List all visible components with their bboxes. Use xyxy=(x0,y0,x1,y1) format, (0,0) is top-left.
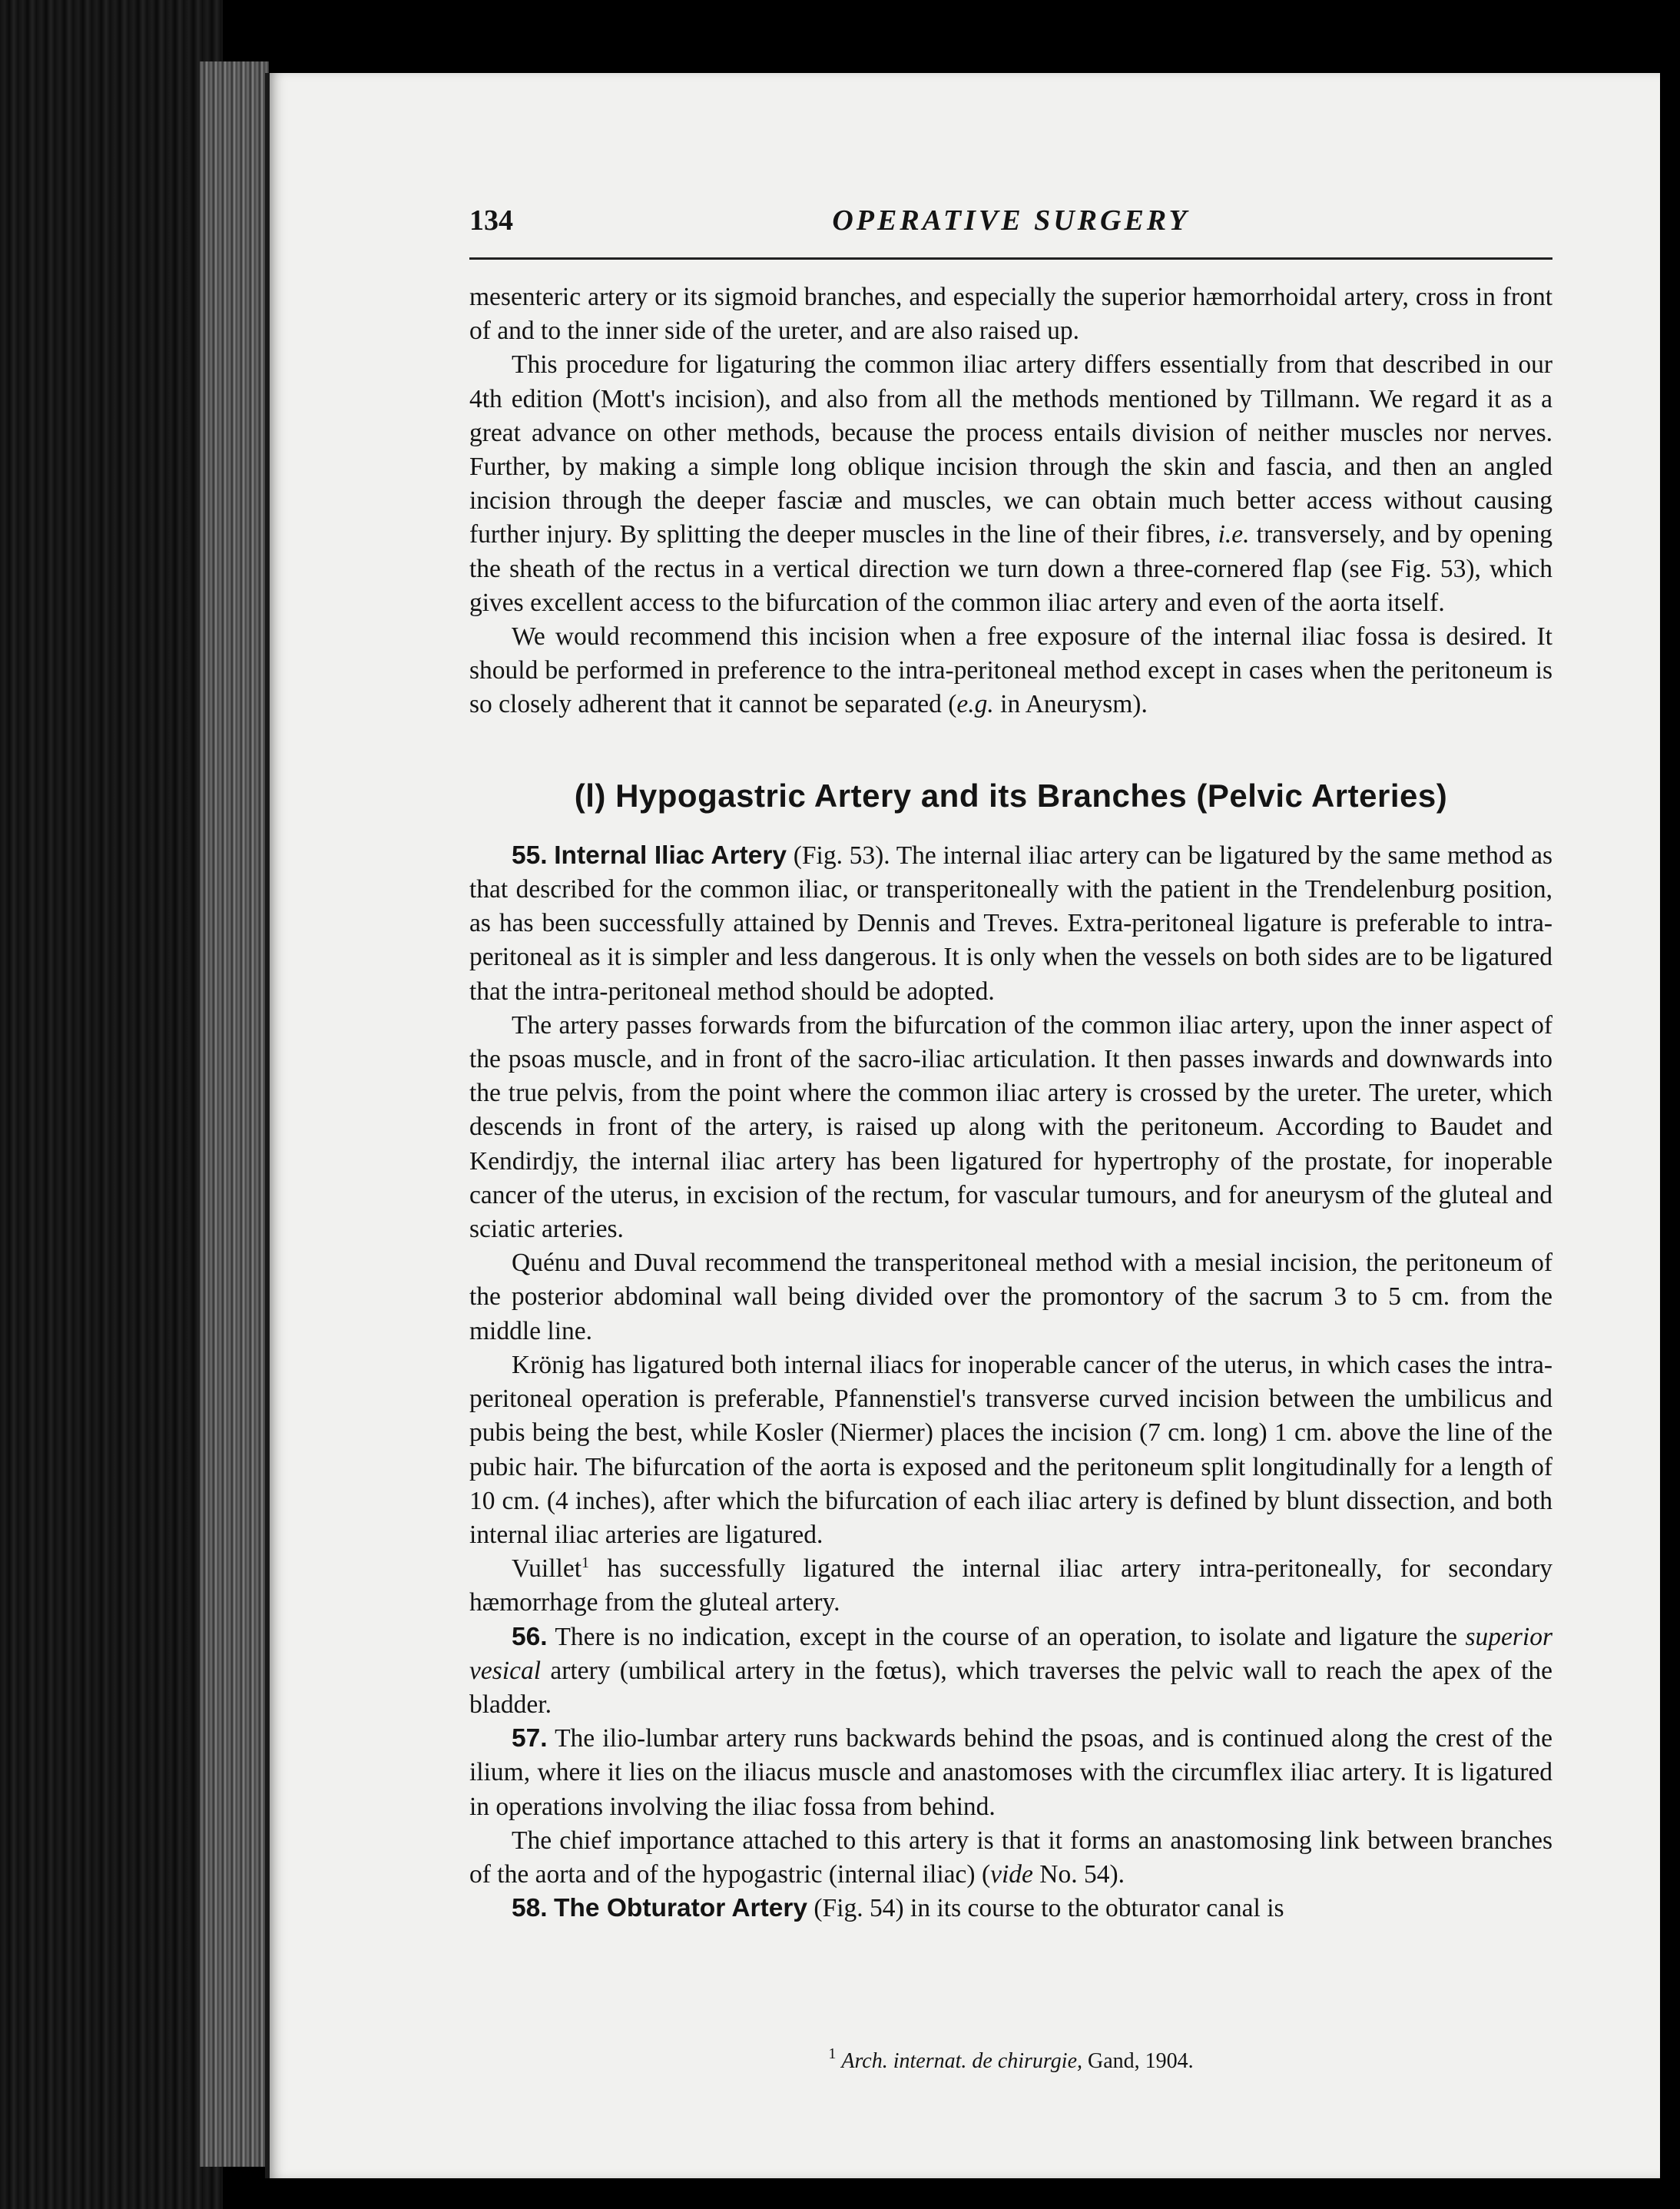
footnote xyxy=(469,2045,1552,2075)
footnote-place: Gand, 1904. xyxy=(1082,2049,1194,2073)
paragraph-2: This procedure for ligaturing the common iliac artery differs essentially from that described in our 4th edition (Mott's incision), and also from all the methods mentioned by Tillmann. We regard it as a great advance on other methods, because the process entails division of neither muscles nor nerves. Further, by making a simple long oblique incision through the skin and fascia, and then an angled incision through the deeper fasciæ and muscles, we can obtain much better access without causing further injury. By splitting the deeper muscles in the line of their fibres, i.e. transversely, and by opening the sheath of the rectus in a vertical direction we turn down a three-cornered flap (see Fig. 53), which gives excellent access to the bifurcation of the common iliac artery and even of the aorta itself. xyxy=(469,350,1552,617)
section-heading: (l) Hypogastric Artery and its Branches (Pelvic Arteries) xyxy=(574,777,1448,814)
paragraph-58: 58. The Obturator Artery (Fig. 54) in its course to the obturator canal is xyxy=(512,1894,1284,1923)
book-page xyxy=(265,73,1660,2178)
footnote-source: Arch. internat. de chirurgie, xyxy=(841,2049,1082,2073)
page-edges xyxy=(200,61,269,2167)
paragraph-artery-course: The artery passes forwards from the bifurcation of the common iliac artery, upon the inner aspect of the psoas muscle, and in front of the sacro-iliac articulation. It then passes inwards and downwards into the true pelvis, from the point where the common iliac artery is crossed by the ureter. The ureter, which descends in front of the artery, is raised up along with the peritoneum. According to Baudet and Kendirdjy, the internal iliac artery has been ligatured for hypertrophy of the prostate, for inoperable cancer of the uterus, in excision of the rectum, for vascular tumours, and for aneurysm of the gluteal and sciatic arteries. xyxy=(469,1010,1552,1244)
page-number: 134 xyxy=(469,204,513,237)
paragraph-1: mesenteric artery or its sigmoid branches, and especially the superior hæmorrhoidal artery, cross in front of and to the inner side of the ureter, and are also raised up. xyxy=(469,283,1552,346)
paragraph-3: We would recommend this incision when a free exposure of the internal iliac fossa is desired. It should be performed in preference to the intra-peritoneal method except in cases when the peritoneum is so closely adherent that it cannot be separated (e.g. in Aneurysm). xyxy=(469,622,1552,719)
paragraph-56: 56. There is no indication, except in the course of an operation, to isolate and ligature the superior vesical artery (umbilical artery in the fœtus), which traverses the pelvic wall to reach the apex of the bladder. xyxy=(469,1622,1552,1719)
paragraph-55: 55. Internal Iliac Artery (Fig. 53). The internal iliac artery can be ligatured by the same method as that described for the common iliac, or transperitoneally with the patient in the Trendelenburg position, as has been successfully attained by Dennis and Treves. Extra-peritoneal ligature is preferable to intra-peritoneal as it is simpler and less dangerous. It is only when the vessels on both sides are to be ligatured that the intra-peritoneal method should be adopted. xyxy=(469,841,1552,1006)
book-spine xyxy=(0,0,223,2209)
paragraph-kronig: Krönig has ligatured both internal iliacs for inoperable cancer of the uterus, in which cases the intra-peritoneal operation is preferable, Pfannenstiel's transverse curved incision between the umbilicus and pubis being the best, while Kosler (Niermer) places the incision (7 cm. long) 1 cm. above the line of the pubic hair. The bifurcation of the aorta is exposed and the peritoneum split longitudinally for a length of 10 cm. (4 inches), after which the bifurcation of each iliac artery is defined by blunt dissection, and both internal iliac arteries are ligatured. xyxy=(469,1350,1552,1549)
paragraph-57: 57. The ilio-lumbar artery runs backwards behind the psoas, and is continued along the crest of the ilium, where it lies on the iliacus muscle and anastomoses with the circumflex iliac artery. It is ligatured in operations involving the iliac fossa from behind. xyxy=(469,1724,1552,1821)
paragraph-quenu-duval: Quénu and Duval recommend the transperitoneal method with a mesial incision, the peritoneum of the posterior abdominal wall being divided over the promontory of the sacrum 3 to 5 cm. from the middle line. xyxy=(469,1249,1552,1345)
footnote-mark: 1 xyxy=(828,2045,837,2062)
footnote-ref: 1 xyxy=(582,1554,590,1572)
body-text xyxy=(469,280,1552,1925)
running-title: OPERATIVE SURGERY xyxy=(832,204,1190,237)
paragraph-vuillet: Vuillet$^1$ has successfully ligatured the internal iliac artery intra-peritoneally, for secondary hæmorrhage from the gluteal artery. xyxy=(469,1554,1552,1617)
paragraph-anastomosis: The chief importance attached to this artery is that it forms an anastomosing link between branches of the aorta and of the hypogastric (internal iliac) (vide No. 54). xyxy=(469,1826,1552,1889)
page-header xyxy=(469,204,1552,260)
